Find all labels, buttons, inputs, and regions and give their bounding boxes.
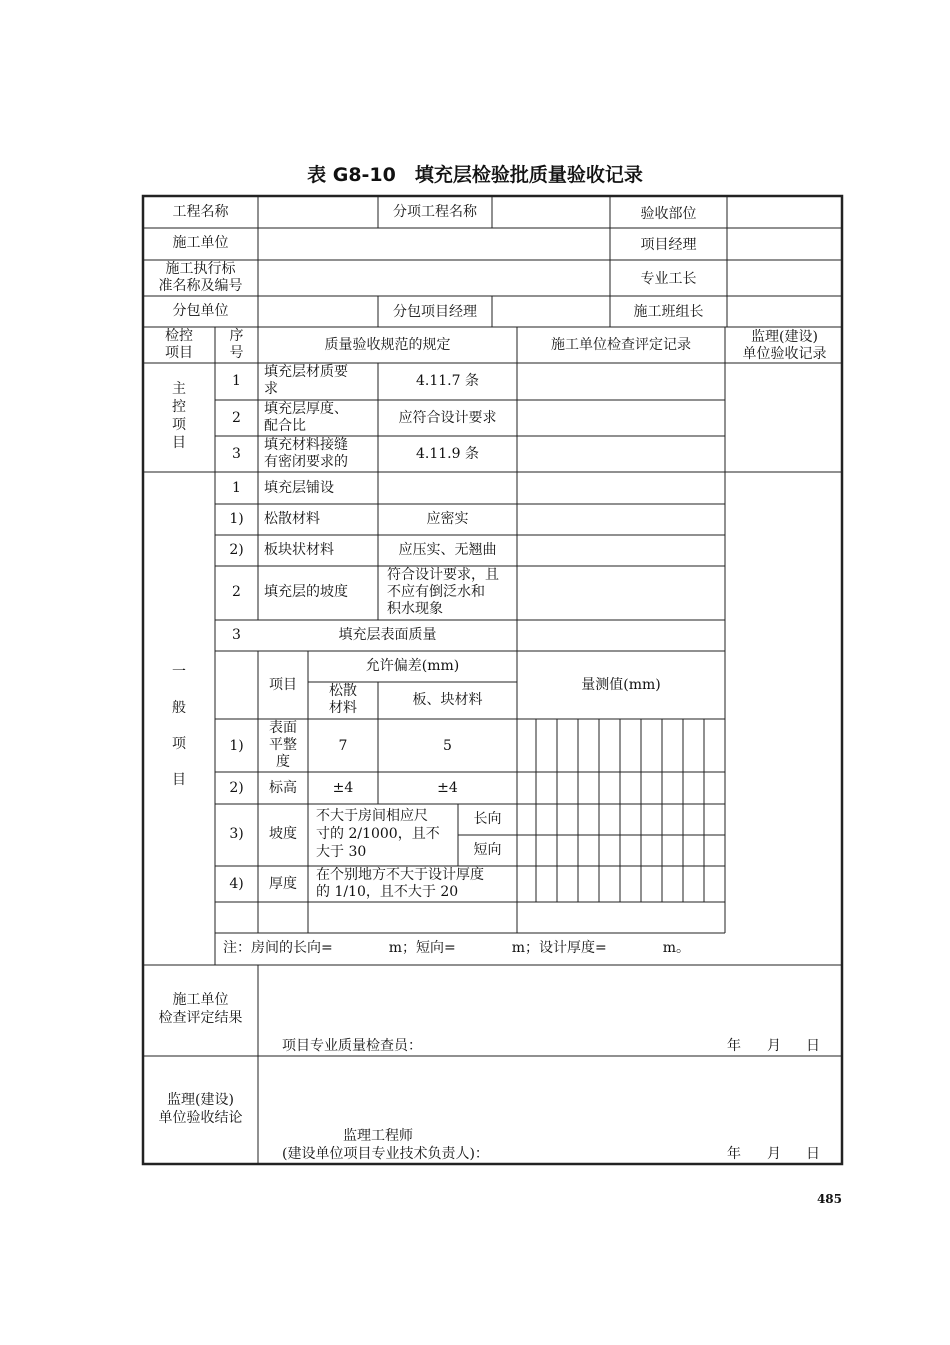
tol-spec-4a: 在个别地方不大于设计厚度	[316, 867, 484, 883]
tol-header-loose-line1: 松散	[329, 683, 357, 699]
tol-spec-4b: 的 1/10，且不大于 20	[316, 884, 459, 900]
tol-seq-2: 2)	[229, 780, 244, 796]
tol-loose-2: ±4	[332, 780, 354, 796]
g-seq-1a: 1)	[229, 511, 244, 527]
g-spec-1a: 应密实	[426, 511, 469, 527]
tol-header-allowed: 允许偏差(mm)	[365, 658, 460, 674]
supervisor-result-line2: 单位验收结论	[158, 1110, 243, 1126]
contractor-result-line2: 检查评定结果	[158, 1010, 243, 1026]
label-inspection-part: 验收部位	[640, 206, 697, 222]
label-construction-unit: 施工单位	[172, 235, 229, 251]
supervisor-engineer-line2: (建设单位项目专业技术负责人)：	[282, 1146, 489, 1162]
tol-spec-3c: 大于 30	[316, 844, 367, 860]
tol-name-1c: 度	[276, 754, 290, 770]
supervisor-result-line1: 监理(建设)	[167, 1092, 234, 1108]
label-sub-project-name: 分项工程名称	[393, 204, 477, 220]
g-name-2: 填充层的坡度	[264, 584, 348, 600]
g-seq-2: 2	[232, 584, 241, 600]
supervisor-year: 年	[727, 1146, 741, 1162]
page-title: 表 G8-10 填充层检验批质量验收记录	[307, 164, 643, 186]
mc-spec-2: 应符合设计要求	[398, 410, 497, 426]
label-professional-foreman: 专业工长	[640, 271, 697, 287]
mc-name-1a: 填充层材质要	[264, 364, 348, 380]
contractor-month: 月	[767, 1038, 781, 1054]
mc-name-1b: 求	[264, 381, 278, 397]
label-project-name: 工程名称	[172, 204, 229, 220]
g-name-1b: 板块状材料	[264, 542, 334, 558]
g-name-1: 填充层铺设	[264, 480, 334, 496]
label-subcontract-unit: 分包单位	[172, 303, 229, 319]
mc-name-2b: 配合比	[264, 418, 306, 434]
col-contractor-record: 施工单位检查评定记录	[551, 337, 691, 353]
label-team-leader: 施工班组长	[633, 304, 704, 320]
g-seq-1: 1	[232, 480, 241, 496]
contractor-inspector: 项目专业质量检查员：	[282, 1038, 422, 1054]
mc-spec-3: 4.11.9 条	[416, 446, 479, 462]
col-seq-line2: 号	[229, 345, 244, 361]
g-seq-3: 3	[232, 627, 241, 643]
g-spec-1b: 应压实、无翘曲	[398, 542, 497, 558]
tol-spec-3a: 不大于房间相应尺	[316, 808, 428, 824]
mc-spec-1: 4.11.7 条	[416, 373, 479, 389]
tol-name-1a: 表面	[269, 720, 297, 736]
mc-seq-2: 2	[232, 410, 241, 426]
note-line: 注：房间的长向= m；短向= m；设计厚度= m。	[223, 940, 691, 956]
tol-short: 短向	[473, 842, 502, 858]
g-spec-2b: 不应有倒泛水和	[387, 584, 485, 600]
mc-name-2a: 填充层厚度、	[264, 401, 348, 417]
label-project-manager: 项目经理	[640, 237, 697, 253]
col-spec: 质量验收规范的规定	[324, 337, 451, 353]
col-control-item-line1: 检控	[165, 328, 193, 344]
mc-seq-3: 3	[232, 446, 241, 462]
contractor-result-line1: 施工单位	[172, 992, 229, 1008]
label-subcontract-manager: 分包项目经理	[393, 304, 477, 320]
tol-header-item: 项目	[269, 677, 297, 693]
supervisor-day: 日	[806, 1146, 820, 1162]
contractor-year: 年	[727, 1038, 741, 1054]
tol-seq-4: 4)	[229, 876, 244, 892]
g-name-3: 填充层表面质量	[338, 627, 437, 643]
supervisor-engineer-line1: 监理工程师	[343, 1128, 413, 1144]
col-control-item-line2: 项目	[165, 345, 193, 361]
mc-name-3a: 填充材料接缝	[264, 437, 348, 453]
tol-seq-3: 3)	[229, 826, 244, 842]
tol-name-3: 坡度	[269, 826, 297, 842]
col-supervisor-line1: 监理(建设)	[751, 329, 818, 345]
g-name-1a: 松散材料	[264, 511, 320, 527]
tol-loose-1: 7	[338, 738, 348, 754]
main-control-label: 主 控 项 目	[172, 381, 186, 451]
mc-seq-1: 1	[232, 373, 241, 389]
label-standard-line2: 准名称及编号	[158, 278, 243, 294]
tol-header-measured: 量测值(mm)	[581, 677, 661, 693]
tol-header-board: 板、块材料	[412, 692, 483, 708]
mc-name-3b: 有密闭要求的	[264, 454, 348, 470]
tol-board-1: 5	[443, 738, 452, 754]
g-spec-2a: 符合设计要求，且	[387, 567, 499, 583]
tol-name-4: 厚度	[269, 876, 297, 892]
tol-name-2: 标高	[269, 780, 297, 796]
tol-seq-1: 1)	[229, 738, 244, 754]
col-supervisor-line2: 单位验收记录	[742, 346, 827, 362]
contractor-day: 日	[806, 1038, 820, 1054]
g-seq-1b: 2)	[229, 542, 244, 558]
tol-long: 长向	[473, 811, 502, 827]
col-seq-line1: 序	[229, 328, 244, 344]
supervisor-month: 月	[767, 1146, 781, 1162]
tol-spec-3b: 寸的 2/1000，且不	[316, 826, 440, 842]
label-standard-line1: 施工执行标	[165, 261, 236, 277]
tol-board-2: ±4	[437, 780, 458, 796]
general-label: 一 般 项 目	[172, 664, 186, 788]
g-spec-2c: 积水现象	[387, 601, 443, 617]
page-number: 485	[816, 1192, 842, 1206]
tol-header-loose-line2: 材料	[329, 700, 357, 716]
tol-name-1b: 平整	[269, 737, 297, 753]
